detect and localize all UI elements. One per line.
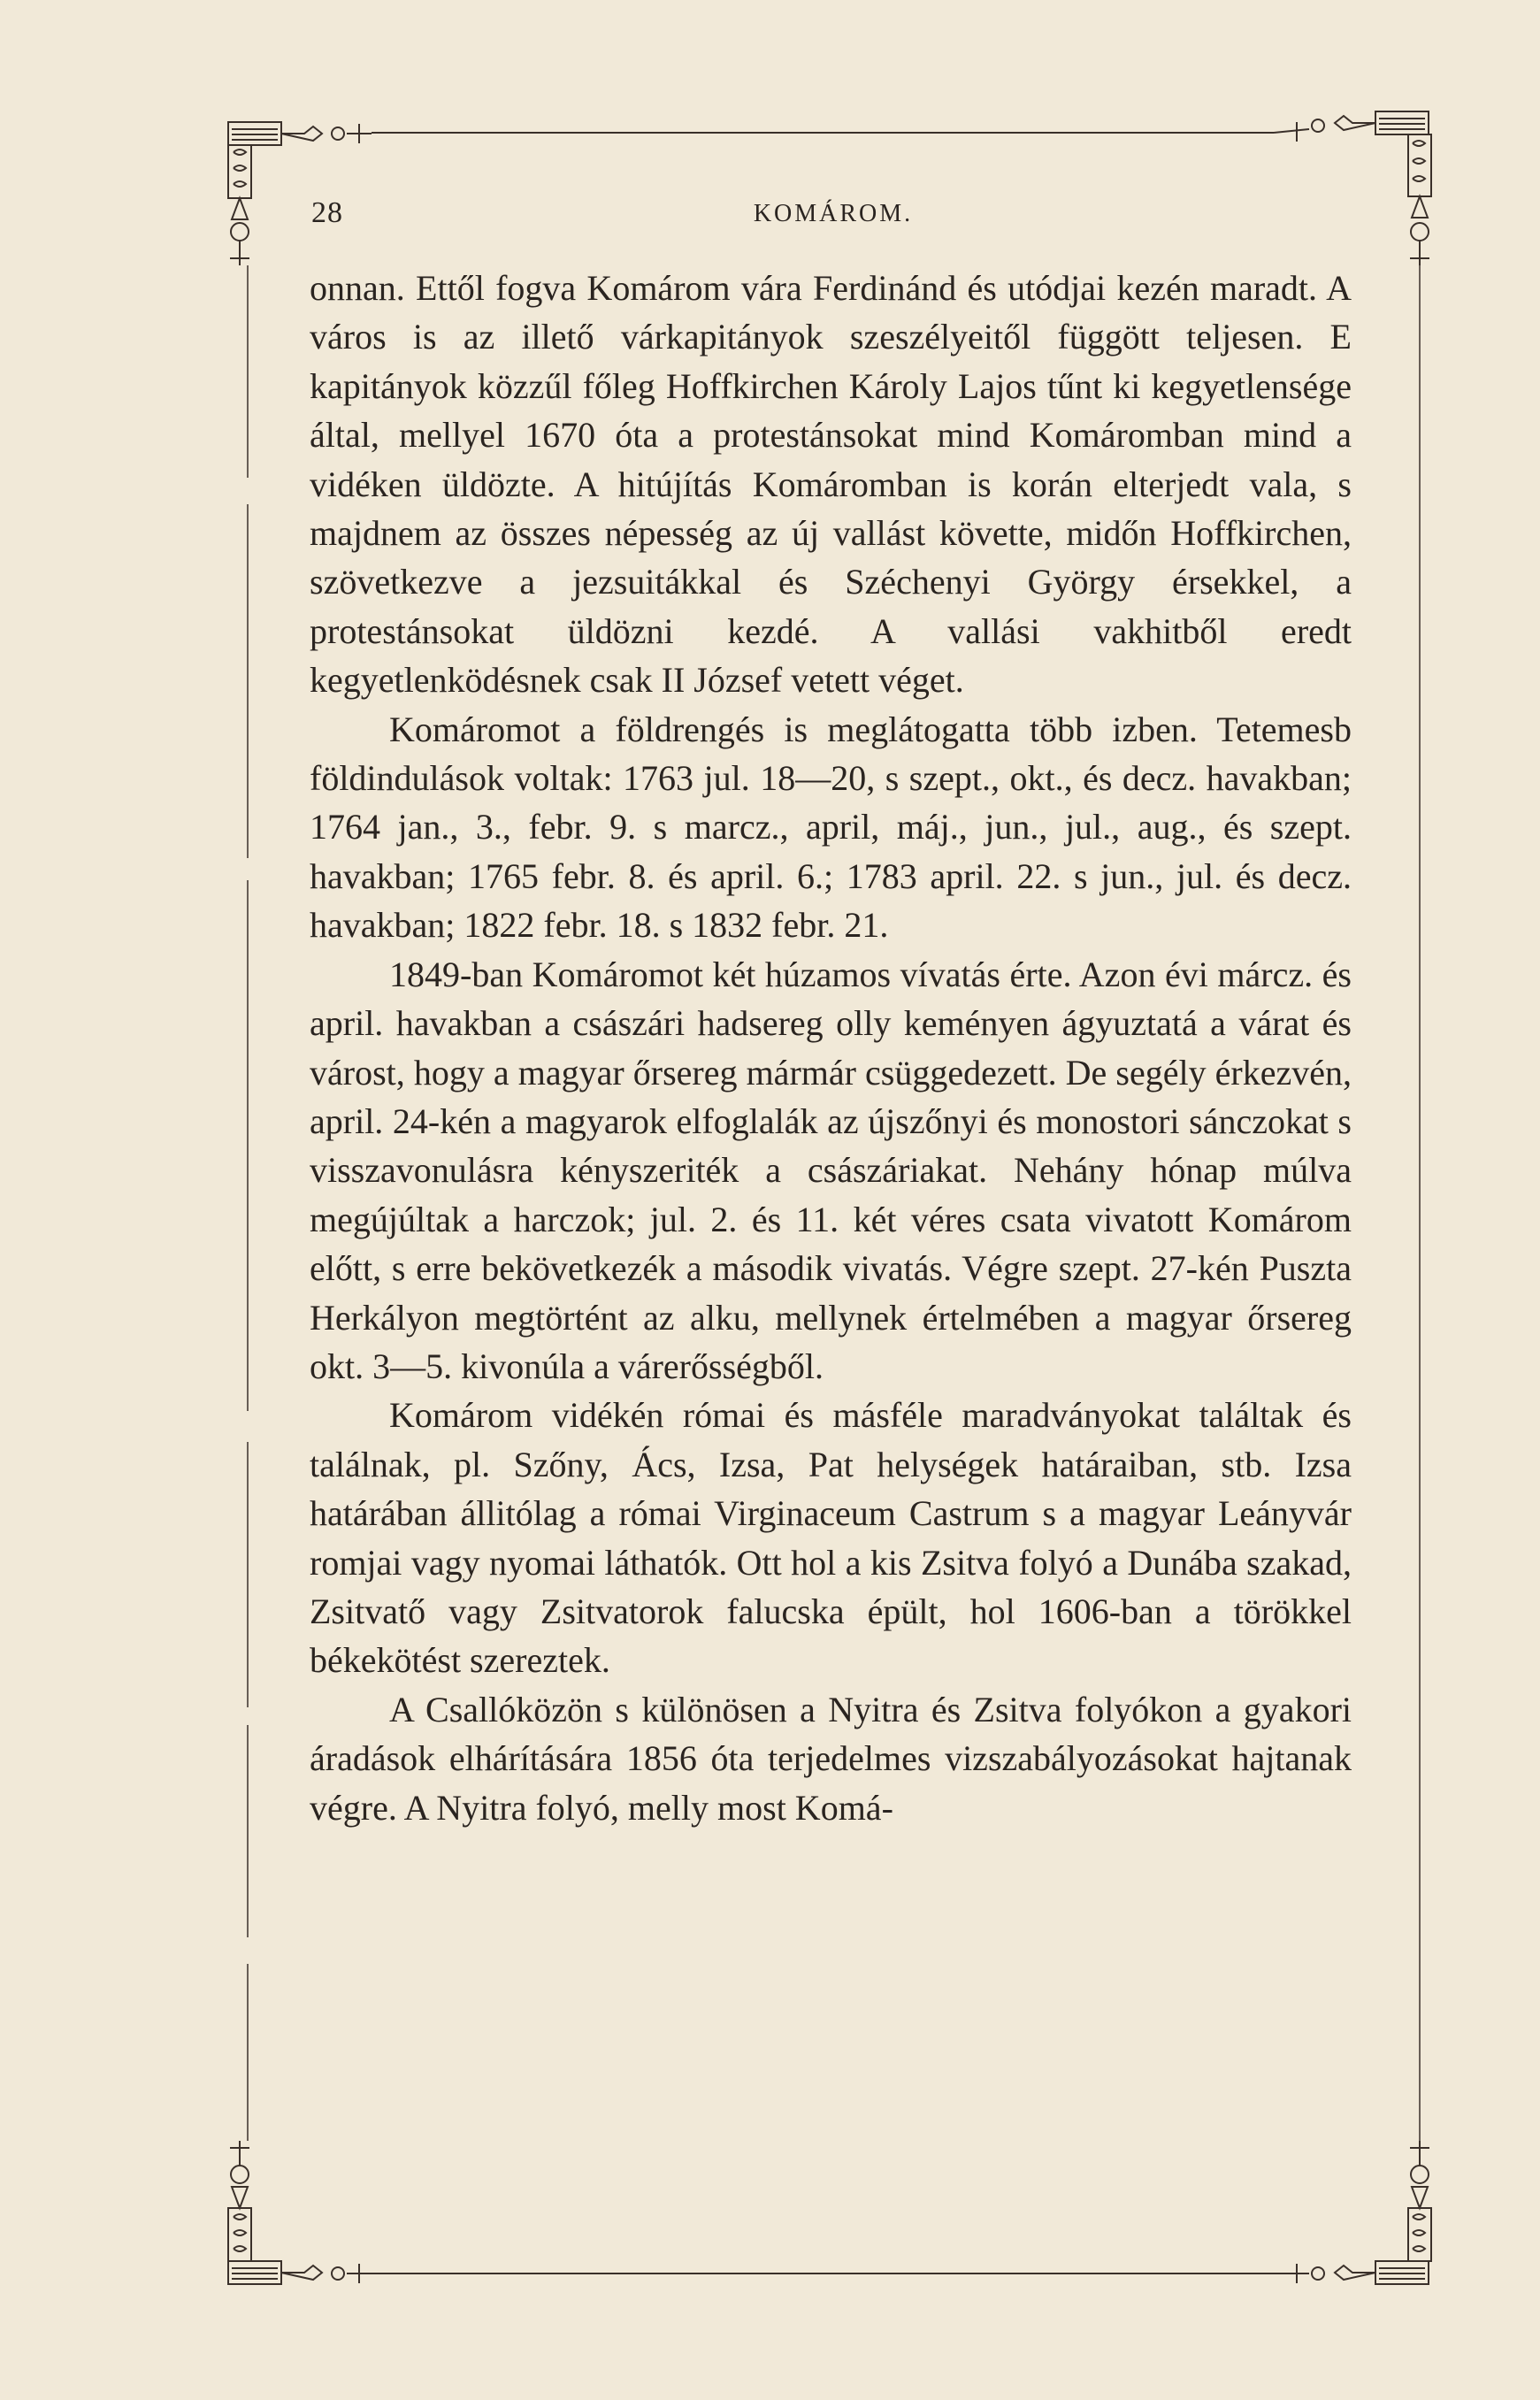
- paragraph: Komárom vidékén római és másféle maradványokat találtak és találnak, pl. Szőny, Ács, Izsa, Pat helységek határaiban, stb. Izsa határában állitólag a római Virginaceum Castrum s a magyar Leányvár romjai vagy nyomai láthatók. Ott hol a kis Zsitva folyó a Dunába szakad, Zsitvatő vagy Zsitvatorok falucska épült, hol 1606-ban a törökkel békekötést szereztek.: [310, 1395, 1352, 1681]
- running-title: KOMÁROM.: [753, 200, 914, 227]
- corner-ornament-icon: [1274, 111, 1431, 265]
- corner-ornament-icon: [228, 122, 372, 265]
- paragraph: onnan. Ettől fogva Komárom vára Ferdinánd és utódjai kezén maradt. A város is az illető várkapitányok szeszélyeitől függött teljesen. E kapitányok közzűl főleg Hoffkirchen Károly Lajos tűnt ki kegyetlensége által, mellyel 1670 óta a protestánsokat mind Komáromban mind a vidéken üldözte. A hitújítás Komáromban is korán elterjedt vala, s majdnem az összes népesség az új vallást követte, midőn Hoffkirchen, szövetkezve a jezsuitákkal és Széchenyi György érsekkel, a protestánsokat üldözni kezdé. A vallási vakhitből eredt kegyetlenködésnek csak II József vetett véget.: [310, 268, 1352, 701]
- corner-ornament-icon: [1274, 2141, 1431, 2284]
- page-number: 28: [311, 196, 343, 229]
- running-head: [311, 196, 1355, 241]
- corner-ornament-icon: [228, 2141, 372, 2284]
- paragraph: 1849-ban Komáromot két húzamos vívatás érte. Azon évi márcz. és april. havakban a császári hadsereg olly keményen ágyuztatá a várat és várost, hogy a magyar őrsereg mármár csüggedezett. De segély érkezvén, april. 24-kén a magyarok elfoglalák az újszőnyi és monostori sánczokat s visszavonulásra kényszeriték a császáriakat. Nehány hónap múlva megújúltak a harczok; jul. 2. és 11. két véres csata vivatott Komárom előtt, s erre bekövetkezék a második vivatás. Végre szept. 27-kén Puszta Herkályon megtörtént az alku, mellynek értelmében a magyar őrsereg okt. 3—5. kivonúla a várerősségből.: [310, 954, 1352, 1386]
- body-text: [310, 264, 1352, 1832]
- paragraph: A Csallóközön s különösen a Nyitra és Zsitva folyókon a gyakori áradások elhárítására 1856 óta terjedelmes vizszabályozásokat hajtanak végre. A Nyitra folyó, melly most Komá-: [310, 1689, 1352, 1828]
- paragraph: Komáromot a földrengés is meglátogatta több izben. Tetemesb földindulások voltak: 1763 jul. 18—20, s szept., okt., és decz. havakban; 1764 jan., 3., febr. 9. s marcz., april, máj., jun., jul., aug., és szept. havakban; 1765 febr. 8. és april. 6.; 1783 april. 22. s jun., jul. és decz. havakban; 1822 febr. 18. s 1832 febr. 21.: [310, 709, 1352, 946]
